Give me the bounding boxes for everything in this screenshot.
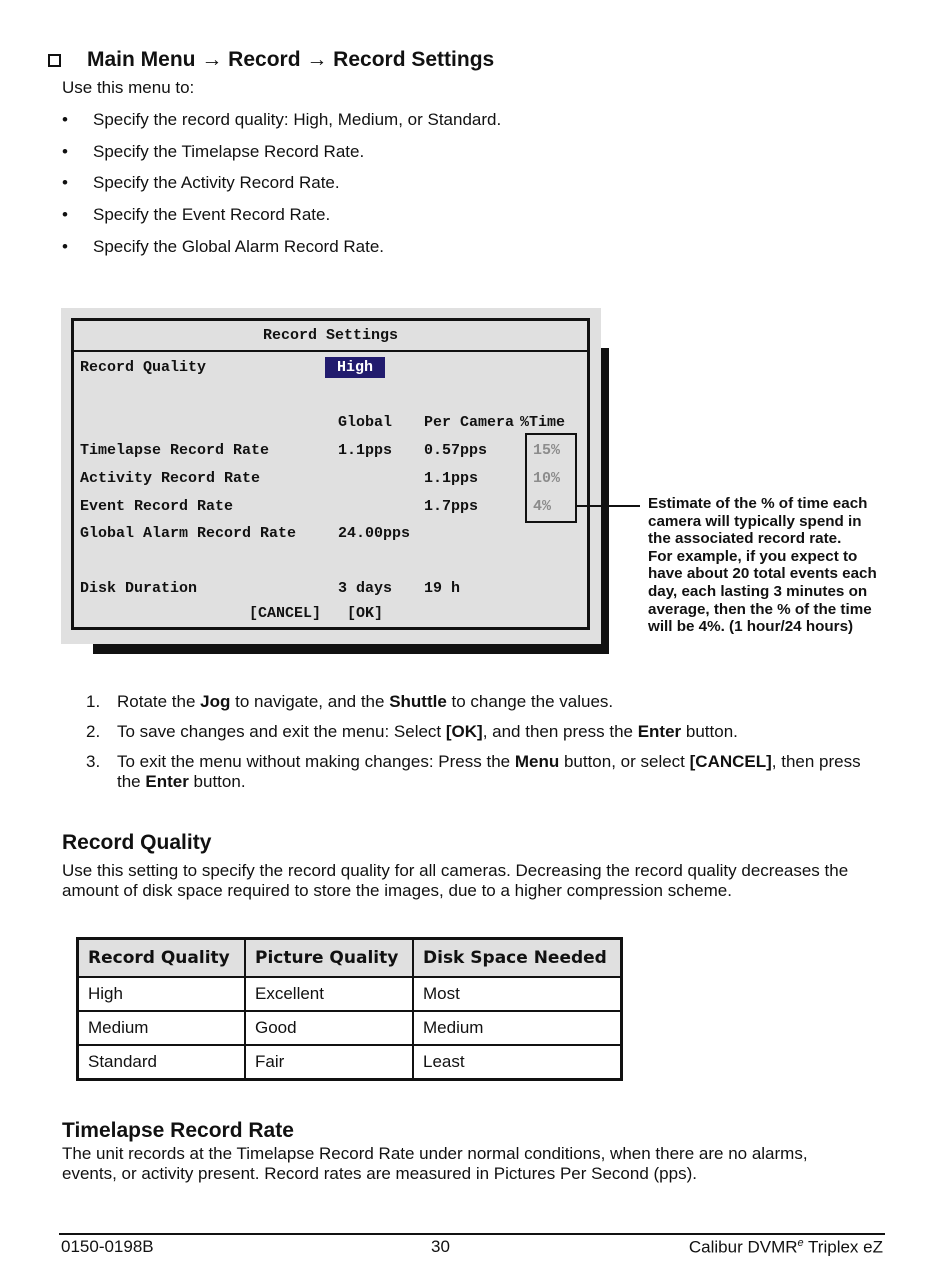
screen-title: Record Settings — [262, 327, 399, 344]
table-cell: Most — [413, 977, 622, 1011]
table-header-row — [78, 939, 622, 978]
event-time-value[interactable]: 4% — [533, 498, 552, 515]
table-cell: Good — [245, 1011, 413, 1045]
list-item: • Specify the Activity Record Rate. — [62, 173, 501, 205]
list-item: • Specify the Global Alarm Record Rate. — [62, 237, 501, 269]
list-item: • Specify the Timelapse Record Rate. — [62, 142, 501, 174]
table-cell: Fair — [245, 1045, 413, 1080]
column-per-camera: Per Camera — [424, 414, 515, 431]
timelapse-heading: Timelapse Record Rate — [62, 1119, 294, 1142]
step-number: 3. — [86, 752, 101, 771]
document-number: 0150-0198B — [61, 1237, 154, 1256]
table-header-cell: Record Quality — [78, 939, 246, 978]
record-quality-label: Record Quality — [80, 359, 207, 376]
activity-rate-label: Activity Record Rate — [80, 470, 261, 487]
list-item: • Specify the record quality: High, Medium, or Standard. — [62, 110, 501, 142]
step-number: 2. — [86, 722, 101, 741]
callout-line: have about 20 total events each — [648, 565, 877, 583]
record-settings-screen — [71, 318, 590, 630]
intro-text: Use this menu to: — [62, 78, 195, 97]
cancel-button[interactable]: [CANCEL] — [249, 605, 322, 622]
callout-note — [648, 495, 893, 636]
callout-leader-line — [576, 505, 640, 507]
callout-line: day, each lasting 3 minutes on — [648, 582, 868, 600]
checkbox-icon — [48, 54, 61, 67]
callout-line: camera will typically spend in — [648, 512, 862, 530]
column-time: %Time — [520, 414, 566, 431]
page-number: 30 — [431, 1237, 450, 1256]
step-item: 3. To exit the menu without making changes: Press the Menu button, or select [CANCEL], then press the Enter button. — [86, 752, 861, 791]
table-cell: Least — [413, 1045, 622, 1080]
footer-divider — [59, 1233, 885, 1235]
section-heading — [48, 48, 494, 72]
callout-line: will be 4%. (1 hour/24 hours) — [648, 618, 854, 636]
activity-time-value[interactable]: 10% — [533, 470, 561, 487]
step-item: 1. Rotate the Jog to navigate, and the Shuttle to change the values. — [86, 692, 614, 711]
timelapse-text: The unit records at the Timelapse Record Rate under normal conditions, when there are no alarms, events, or activity present. Record rates are measured in Pictures Per Second (pps). — [62, 1144, 808, 1183]
global-alarm-rate-value[interactable]: 24.00pps — [338, 525, 411, 542]
step-item: 2. To save changes and exit the menu: Select [OK], and then press the Enter button. — [86, 722, 738, 741]
global-alarm-rate-label: Global Alarm Record Rate — [80, 525, 297, 542]
record-quality-heading: Record Quality — [62, 831, 212, 854]
callout-line: Estimate of the % of time each — [648, 495, 868, 512]
product-name: Calibur DVMR$^e$ Triplex eZ — [688, 1237, 883, 1257]
event-per-camera-value: 1.7pps — [424, 498, 479, 515]
list-item: • Specify the Event Record Rate. — [62, 205, 501, 237]
section-heading-text: Main Menu → Record → Record Settings — [87, 48, 495, 71]
timelapse-global-value[interactable]: 1.1pps — [338, 442, 393, 459]
callout-line: For example, if you expect to — [648, 547, 858, 565]
record-quality-table — [76, 937, 623, 1081]
table-cell: Medium — [413, 1011, 622, 1045]
step-number: 1. — [86, 692, 101, 711]
timelapse-rate-label: Timelapse Record Rate — [80, 442, 270, 459]
timelapse-per-camera-value: 0.57pps — [424, 442, 488, 459]
title-divider — [74, 350, 587, 352]
table-cell: Medium — [78, 1011, 246, 1045]
callout-line: average, then the % of the time — [648, 600, 872, 618]
disk-duration-days: 3 days — [338, 580, 393, 597]
table-row — [78, 1045, 622, 1080]
table-cell: Excellent — [245, 977, 413, 1011]
record-quality-select[interactable]: High — [325, 357, 385, 378]
table-row — [78, 977, 622, 1011]
table-cell: High — [78, 977, 246, 1011]
table-header-cell: Disk Space Needed — [413, 939, 622, 978]
table-header-cell: Picture Quality — [245, 939, 413, 978]
ok-button[interactable]: [OK] — [347, 605, 384, 622]
timelapse-time-value[interactable]: 15% — [533, 442, 561, 459]
disk-duration-hours: 19 h — [424, 580, 461, 597]
column-global: Global — [338, 414, 393, 431]
step-list — [86, 692, 876, 802]
callout-line: the associated record rate. — [648, 530, 842, 548]
activity-per-camera-value: 1.1pps — [424, 470, 479, 487]
event-rate-label: Event Record Rate — [80, 498, 234, 515]
bullet-list — [62, 110, 501, 268]
disk-duration-label: Disk Duration — [80, 580, 198, 597]
table-row — [78, 1011, 622, 1045]
table-cell: Standard — [78, 1045, 246, 1080]
record-quality-text: Use this setting to specify the record quality for all cameras. Decreasing the record quality decreases the amount of disk space required to store the images, due to a higher compression scheme. — [62, 861, 849, 900]
